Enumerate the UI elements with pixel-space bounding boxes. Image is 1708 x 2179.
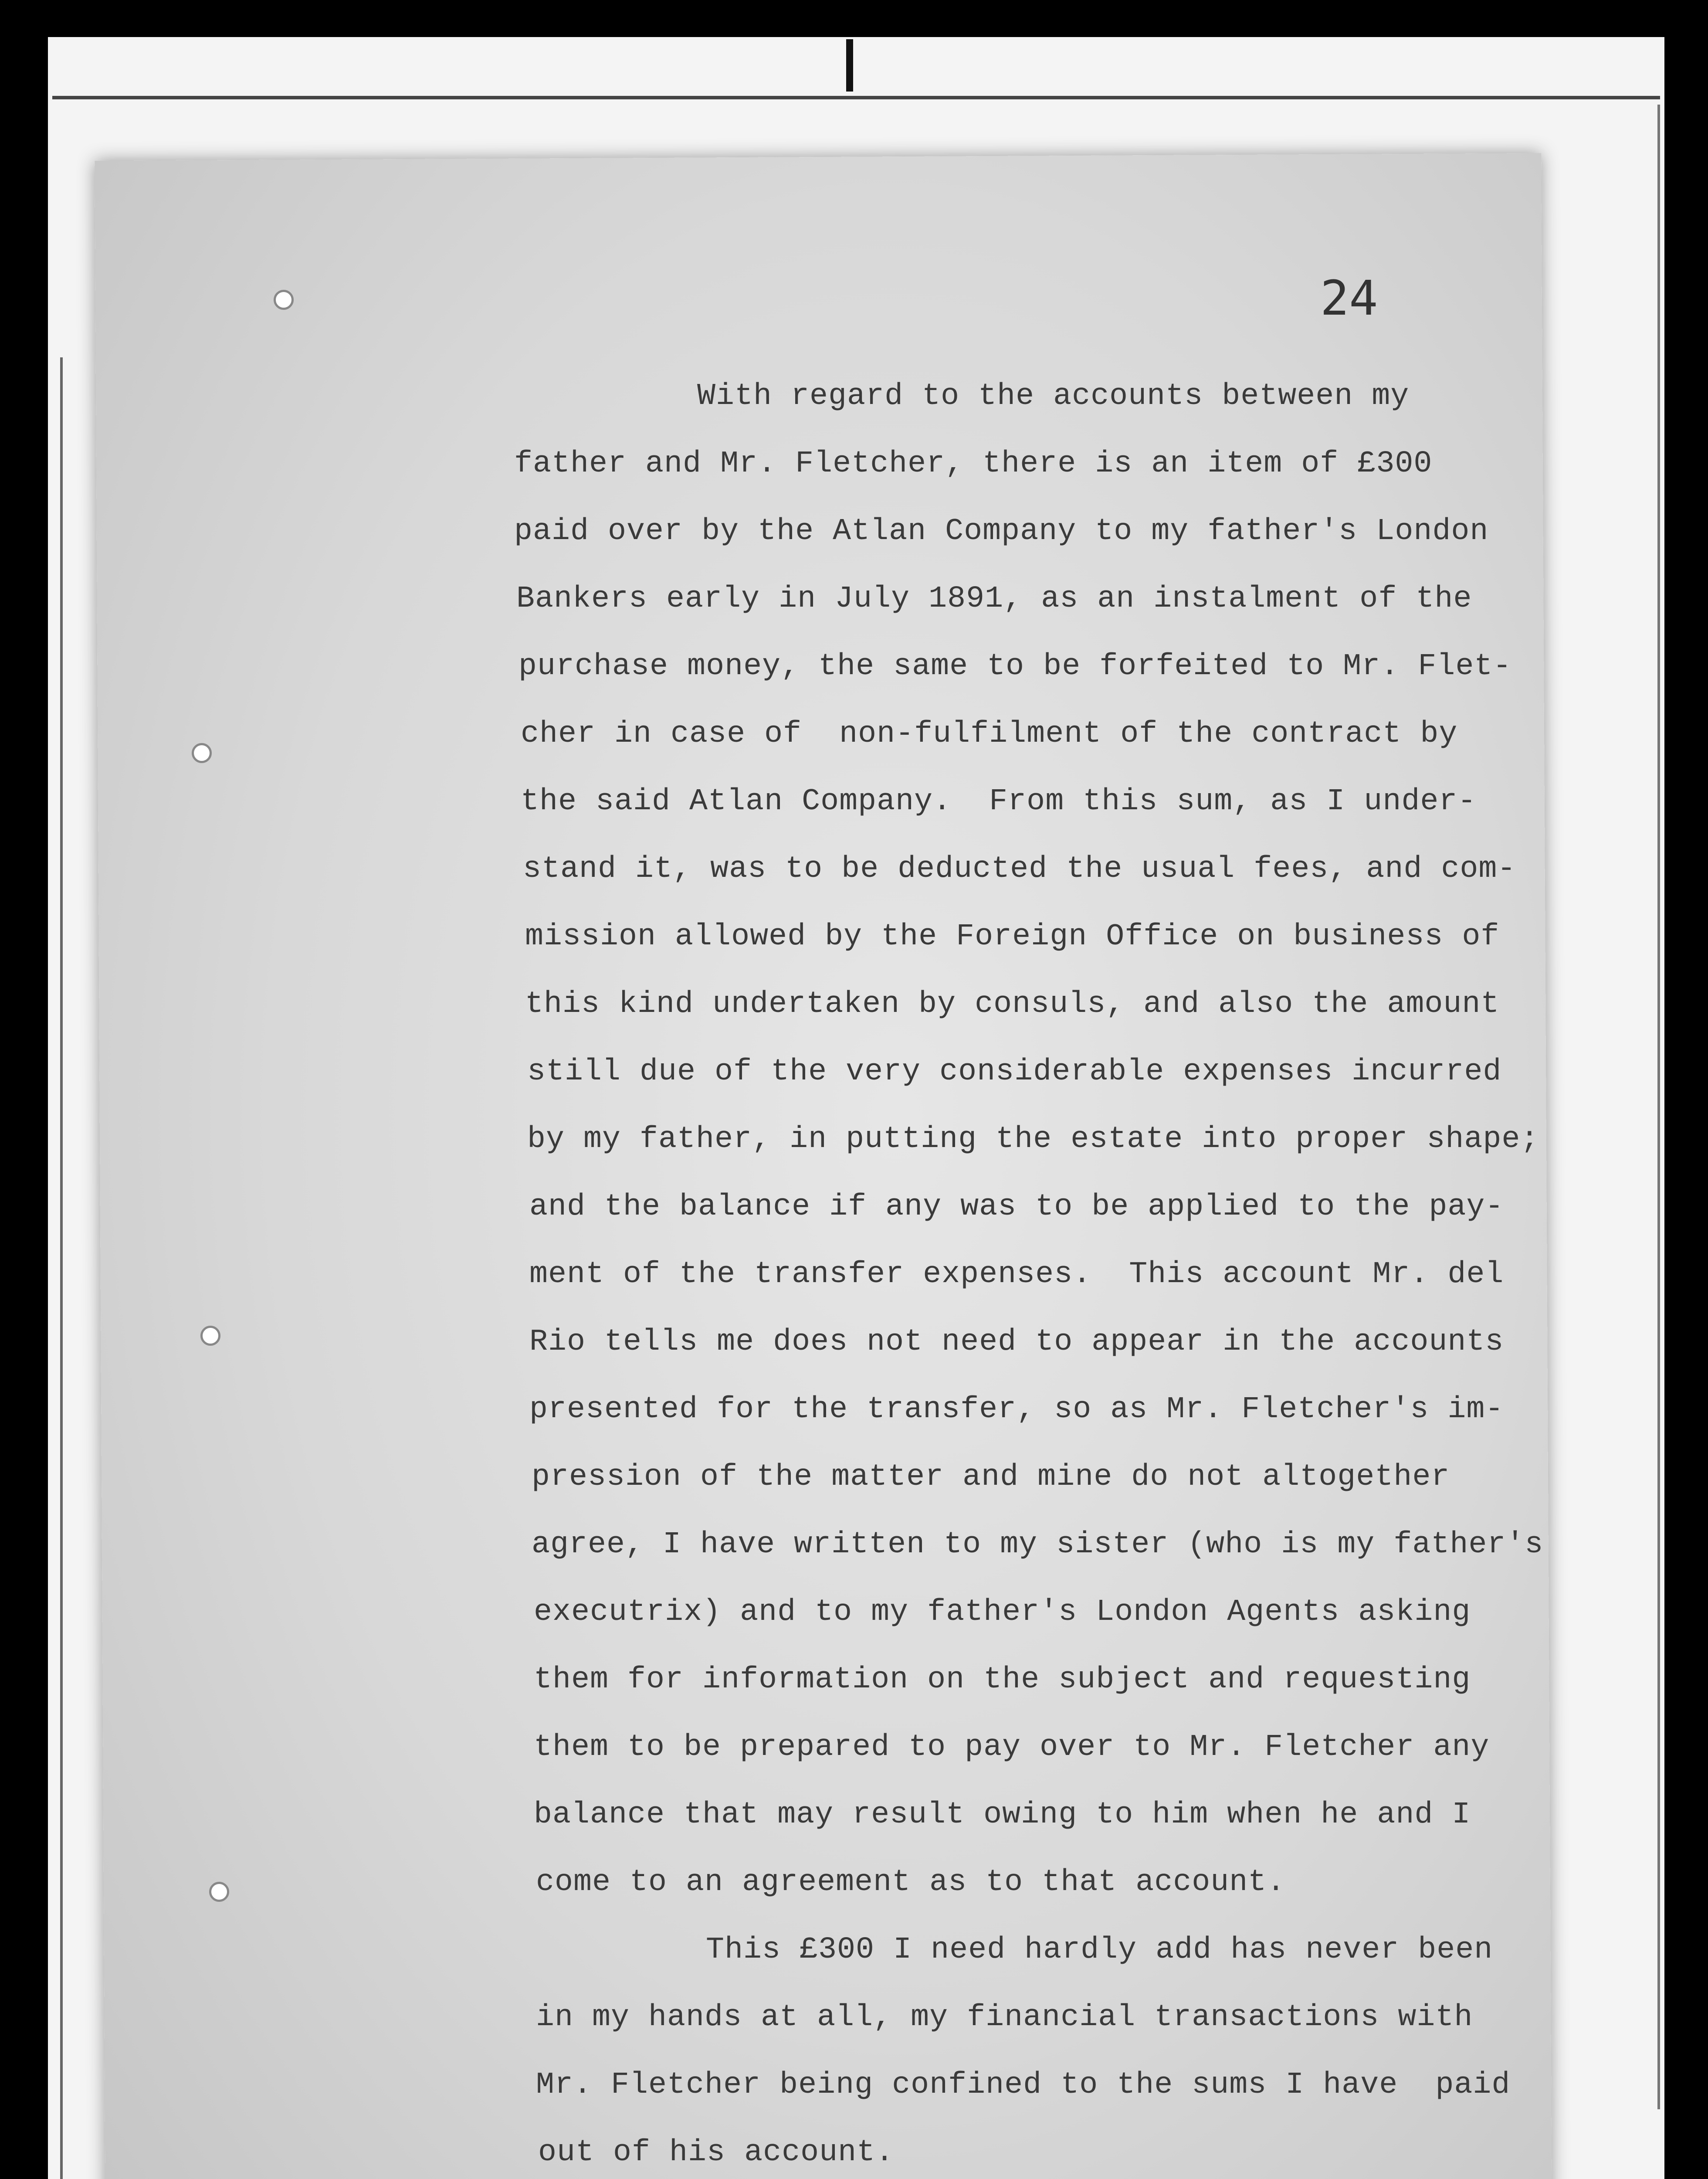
text-line: This £300 I need hardly add has never been	[706, 1933, 1493, 1967]
text-line: by my father, in putting the estate into proper shape;	[527, 1122, 1539, 1157]
text-line: agree, I have written to my sister (who is my father's	[532, 1527, 1544, 1562]
text-line: and the balance if any was to be applied to the pay-	[529, 1190, 1504, 1224]
right-margin-rule	[1657, 105, 1660, 2109]
page-number: 24	[1320, 270, 1378, 326]
text-line: them to be prepared to pay over to Mr. Fletcher any	[534, 1730, 1490, 1765]
text-line: the said Atlan Company. From this sum, as I under-	[521, 784, 1477, 819]
text-line: this kind undertaken by consuls, and also the amount	[525, 987, 1500, 1022]
text-line: paid over by the Atlan Company to my father's London	[514, 514, 1489, 549]
text-line: Mr. Fletcher being confined to the sums I have paid	[536, 2068, 1511, 2102]
text-line: presented for the transfer, so as Mr. Fletcher's im-	[529, 1392, 1504, 1427]
text-line: With regard to the accounts between my	[697, 379, 1410, 414]
punch-hole	[200, 1326, 220, 1346]
text-line: in my hands at all, my financial transactions with	[536, 2000, 1473, 2035]
punch-hole	[192, 743, 212, 763]
punch-hole	[209, 1882, 229, 1902]
text-line: executrix) and to my father's London Agents asking	[534, 1595, 1471, 1629]
top-rule	[52, 96, 1660, 99]
punch-hole	[274, 290, 294, 310]
text-line: Bankers early in July 1891, as an instalment of the	[516, 582, 1472, 616]
top-notch	[846, 39, 853, 92]
text-line: out of his account.	[538, 2135, 895, 2170]
left-margin-rule	[60, 357, 63, 2179]
text-line: cher in case of non-fulfilment of the contract by	[521, 717, 1458, 751]
text-line: still due of the very considerable expenses incurred	[527, 1055, 1502, 1089]
text-line: come to an agreement as to that account.	[536, 1865, 1286, 1900]
text-line: ment of the transfer expenses. This account Mr. del	[529, 1257, 1504, 1292]
text-line: mission allowed by the Foreign Office on business of	[525, 920, 1500, 954]
text-line: pression of the matter and mine do not altogether	[532, 1460, 1450, 1494]
text-line: balance that may result owing to him when he and I	[534, 1798, 1471, 1832]
text-line: them for information on the subject and requesting	[534, 1663, 1471, 1697]
text-line: father and Mr. Fletcher, there is an item of £300	[514, 447, 1433, 481]
text-line: Rio tells me does not need to appear in the accounts	[529, 1325, 1504, 1359]
text-line: purchase money, the same to be forfeited to Mr. Flet-	[518, 649, 1512, 684]
text-line: stand it, was to be deducted the usual fees, and com-	[523, 852, 1516, 886]
